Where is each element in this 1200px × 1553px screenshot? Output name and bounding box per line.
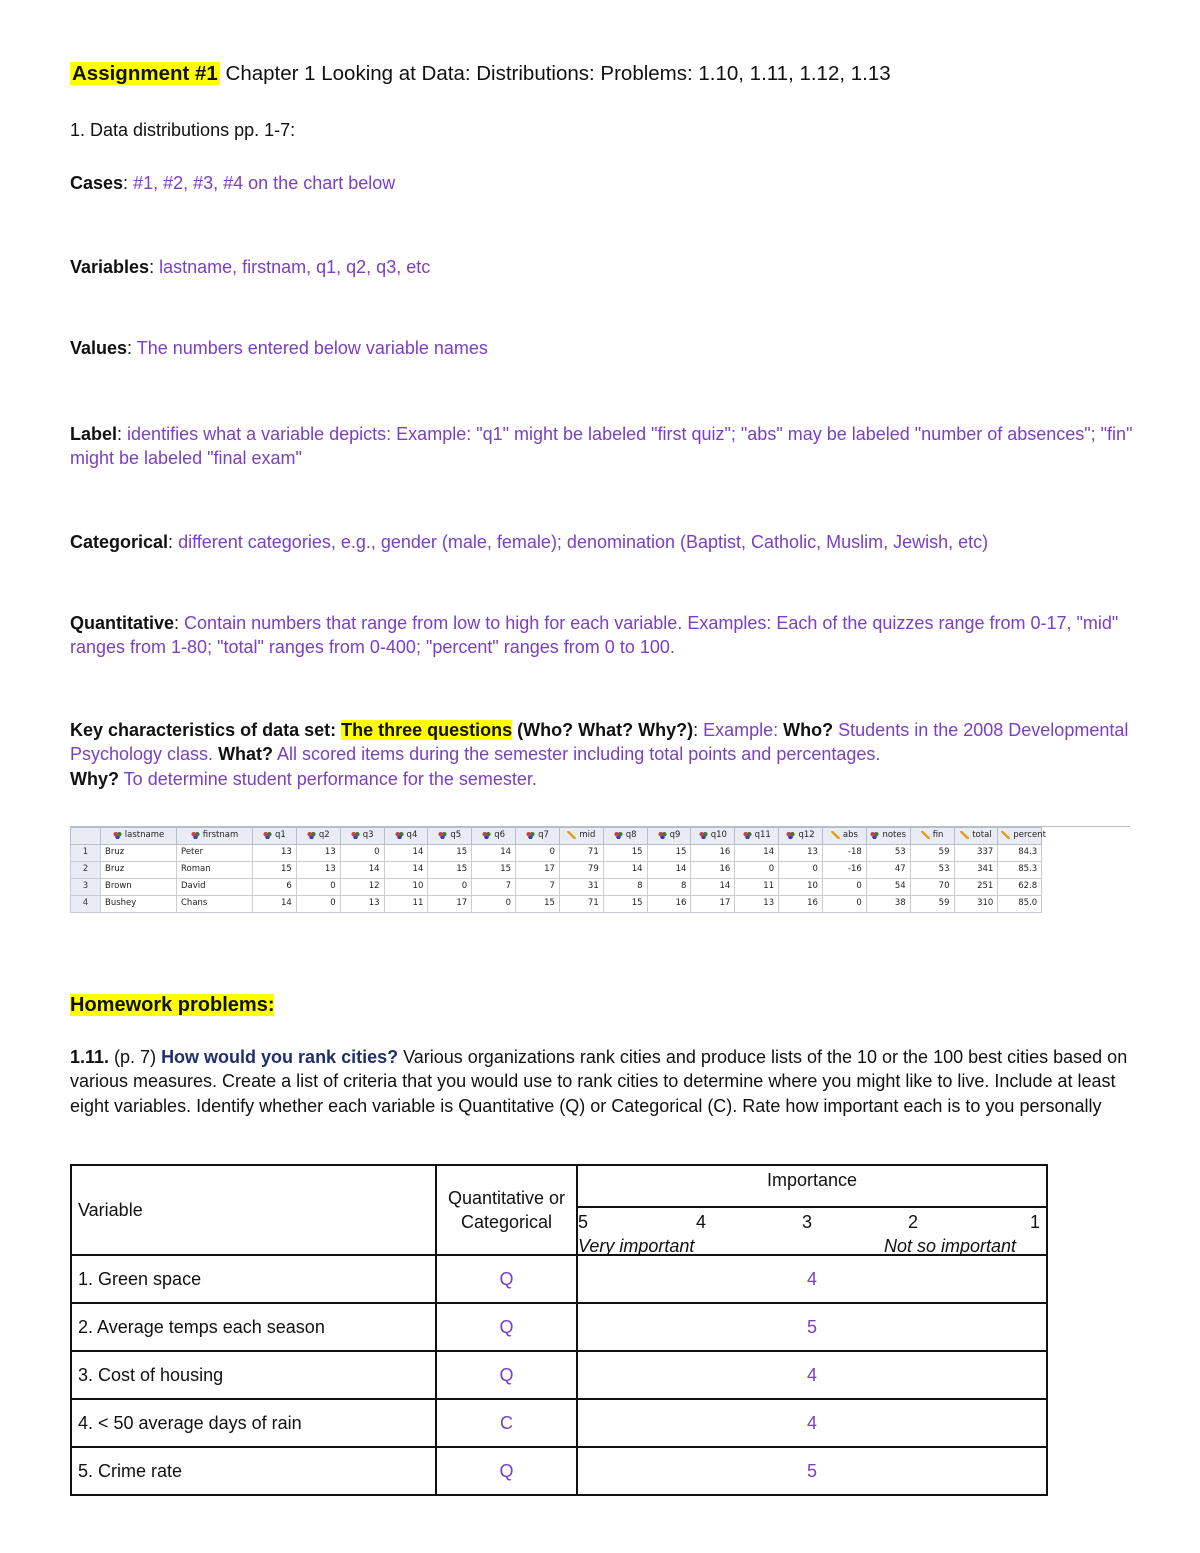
nominal-variable-icon <box>786 831 795 839</box>
section-heading: 1. Data distributions pp. 1-7: <box>70 120 296 140</box>
spss-column-label: q3 <box>362 830 374 841</box>
nominal-variable-icon <box>307 831 316 839</box>
spss-row-number[interactable]: 3 <box>71 879 101 896</box>
spss-cell[interactable]: Roman <box>177 862 253 879</box>
spss-corner-cell <box>71 828 101 845</box>
rating-cell: 5 <box>577 1303 1047 1351</box>
problem-page: (p. 7) <box>109 1047 162 1067</box>
ruler-icon <box>1001 831 1010 839</box>
spss-column-label: q4 <box>406 830 418 841</box>
definition-label <box>70 422 1145 471</box>
spss-cell[interactable]: 7 <box>472 879 516 896</box>
definition-values <box>70 336 1145 360</box>
table-row <box>71 1303 1047 1351</box>
spss-cell[interactable]: 15 <box>647 845 691 862</box>
spss-cell[interactable]: 11 <box>384 896 428 913</box>
spss-cell[interactable]: 337 <box>954 845 998 862</box>
spss-data-view-screenshot <box>70 820 1130 914</box>
variable-cell: 1. Green space <box>71 1255 436 1303</box>
spss-cell[interactable]: 17 <box>691 896 735 913</box>
spss-column-header[interactable] <box>691 828 735 845</box>
spss-column-label: fin <box>932 830 944 841</box>
definition-variables <box>70 255 1145 279</box>
spss-topbar <box>70 820 1130 827</box>
spss-column-header[interactable] <box>910 828 954 845</box>
variable-cell: 3. Cost of housing <box>71 1351 436 1399</box>
key-lead: Key characteristics of data set: <box>70 720 342 740</box>
spss-header-row <box>71 828 1130 845</box>
spss-cell[interactable]: 47 <box>866 862 910 879</box>
spss-column-header[interactable] <box>253 828 297 845</box>
scale-4: 4 <box>696 1212 707 1232</box>
spss-column-header[interactable] <box>822 828 866 845</box>
spss-data-table <box>70 827 1130 913</box>
scale-high-label: Very important <box>578 1236 695 1256</box>
key-paren: (Who? What? Why?) <box>512 720 694 740</box>
type-cell: Q <box>436 1255 577 1303</box>
spss-cell[interactable]: 0 <box>296 879 340 896</box>
scale-5: 5 <box>578 1212 589 1232</box>
spss-cell[interactable]: 16 <box>691 845 735 862</box>
definition-text: The numbers entered below variable names <box>136 338 488 358</box>
spss-cell[interactable]: 71 <box>559 896 603 913</box>
spss-cell[interactable]: 13 <box>779 845 823 862</box>
spss-column-label: abs <box>842 830 858 841</box>
spss-cell[interactable]: 13 <box>735 896 779 913</box>
nominal-variable-icon <box>191 831 200 839</box>
spss-cell[interactable]: 251 <box>954 879 998 896</box>
variable-cell: 4. < 50 average days of rain <box>71 1399 436 1447</box>
nominal-variable-icon <box>482 831 491 839</box>
spss-row <box>71 845 1130 862</box>
scale-3: 3 <box>802 1212 813 1232</box>
spss-column-label: q1 <box>275 830 286 841</box>
spss-cell[interactable]: 14 <box>253 896 297 913</box>
spss-column-header[interactable] <box>177 828 253 845</box>
spss-cell[interactable]: 14 <box>472 845 516 862</box>
spss-column-header[interactable] <box>603 828 647 845</box>
spss-cell[interactable]: 14 <box>603 862 647 879</box>
key-what-text: All scored items during the semester including total points and percentages. <box>273 744 881 765</box>
spss-cell[interactable]: 0 <box>296 896 340 913</box>
spss-cell[interactable]: 0 <box>428 879 472 896</box>
spss-cell[interactable]: 17 <box>516 862 560 879</box>
spss-column-header[interactable] <box>296 828 340 845</box>
spss-cell[interactable]: -16 <box>822 862 866 879</box>
spss-cell[interactable]: 31 <box>559 879 603 896</box>
spss-cell[interactable]: 16 <box>691 862 735 879</box>
spss-column-label: q9 <box>669 830 681 841</box>
spss-cell[interactable]: 11 <box>735 879 779 896</box>
ruler-icon <box>921 831 930 839</box>
spss-column-header[interactable] <box>866 828 910 845</box>
nominal-variable-icon <box>438 831 447 839</box>
key-who-label: Who? <box>783 720 834 740</box>
spss-cell[interactable]: 16 <box>779 896 823 913</box>
assignment-title <box>70 60 1145 88</box>
spss-cell[interactable]: 38 <box>866 896 910 913</box>
key-highlight: The three questions <box>341 720 513 740</box>
nominal-variable-icon <box>658 831 667 839</box>
spss-column-label: q5 <box>450 830 462 841</box>
definition-sep: : <box>127 338 137 358</box>
spss-cell[interactable]: 59 <box>910 896 954 913</box>
spss-cell[interactable]: 10 <box>384 879 428 896</box>
definition-text: Contain numbers that range from low to high for each variable. Examples: Each of the quizzes range from 0-17, "mid" ranges from 1-80; "total" ranges from 0-400; "percent" ranges from 0 to 100. <box>70 613 1119 658</box>
spss-column-label: lastname <box>124 830 165 841</box>
spss-cell[interactable]: 14 <box>384 845 428 862</box>
spss-cell[interactable]: Bruz <box>101 862 177 879</box>
problem-number: 1.11. <box>70 1047 110 1067</box>
nominal-variable-icon <box>699 831 708 839</box>
spss-column-header[interactable] <box>559 828 603 845</box>
spss-cell[interactable]: 79 <box>559 862 603 879</box>
spss-column-header[interactable] <box>472 828 516 845</box>
spss-cell[interactable]: 14 <box>384 862 428 879</box>
spss-column-label: q11 <box>754 830 771 841</box>
homework-heading-text: Homework problems: <box>70 994 275 1016</box>
spss-column-label: q2 <box>318 830 330 841</box>
key-why-label: Why? <box>70 768 119 789</box>
spss-cell[interactable]: 15 <box>428 862 472 879</box>
spss-column-header[interactable] <box>998 828 1046 845</box>
table-row <box>71 1447 1047 1495</box>
nominal-variable-icon <box>263 831 272 839</box>
ruler-icon <box>960 831 969 839</box>
nominal-variable-icon <box>113 831 122 839</box>
title-rest: Chapter 1 Looking at Data: Distributions: Problems: 1.10, 1.11, 1.12, 1.13 <box>219 62 891 85</box>
key-what-label: What? <box>218 744 274 765</box>
spss-cell[interactable]: 15 <box>253 862 297 879</box>
table-row <box>71 1399 1047 1447</box>
key-characteristics <box>70 718 1145 791</box>
key-who-text: Students in the 2008 Developmental Psychology class. <box>70 720 1129 765</box>
definition-sep: : <box>168 532 179 552</box>
spss-row <box>71 862 1130 879</box>
type-cell: Q <box>436 1351 577 1399</box>
scale-2: 2 <box>908 1212 919 1232</box>
spss-cell[interactable]: 15 <box>516 896 560 913</box>
nominal-variable-icon <box>870 831 879 839</box>
spss-column-label: q8 <box>625 830 637 841</box>
importance-scale-cell <box>577 1207 1047 1255</box>
scale-1: 1 <box>1030 1212 1041 1232</box>
rating-cell: 4 <box>577 1351 1047 1399</box>
definition-sep: : <box>149 257 160 277</box>
variable-cell: 2. Average temps each season <box>71 1303 436 1351</box>
definition-categorical <box>70 530 1145 554</box>
title-highlight: Assignment #1 <box>72 62 218 85</box>
spss-cell[interactable]: 15 <box>603 845 647 862</box>
definition-sep: : <box>123 173 134 193</box>
spss-column-header[interactable] <box>516 828 560 845</box>
spss-cell[interactable]: 0 <box>735 862 779 879</box>
spss-column-header[interactable] <box>647 828 691 845</box>
nominal-variable-icon <box>395 831 404 839</box>
nominal-variable-icon <box>351 831 360 839</box>
table-row <box>71 1351 1047 1399</box>
header-variable: Variable <box>71 1165 436 1255</box>
spss-cell[interactable]: 0 <box>822 879 866 896</box>
definition-text: lastname, firstnam, q1, q2, q3, etc <box>159 257 431 277</box>
spss-cell[interactable]: 0 <box>822 896 866 913</box>
spss-cell[interactable]: 6 <box>253 879 297 896</box>
table-row <box>71 1255 1047 1303</box>
spss-column-label: percent <box>1013 830 1046 841</box>
spss-cell[interactable]: 14 <box>340 862 384 879</box>
header-type: Quantitative or Categorical <box>436 1165 577 1255</box>
definition-cases <box>70 171 1145 195</box>
spss-cell[interactable]: 53 <box>866 845 910 862</box>
spss-cell[interactable]: 13 <box>296 862 340 879</box>
spss-cell[interactable]: 14 <box>735 845 779 862</box>
spss-cell[interactable]: 13 <box>296 845 340 862</box>
spss-cell[interactable]: 15 <box>428 845 472 862</box>
spss-cell[interactable]: 0 <box>779 862 823 879</box>
spss-cell[interactable]: David <box>177 879 253 896</box>
spss-cell[interactable]: 0 <box>516 845 560 862</box>
key-why-text: To determine student performance for the semester. <box>119 768 537 789</box>
spss-cell[interactable]: 84.3 <box>998 845 1042 862</box>
definition-text: #1, #2, #3, #4 on the chart below <box>133 173 396 193</box>
spss-column-label: q12 <box>798 830 815 841</box>
definition-term: Label <box>70 424 118 444</box>
spss-row-number[interactable]: 1 <box>71 845 101 862</box>
definition-term: Values <box>70 338 128 358</box>
spss-column-label: q6 <box>494 830 506 841</box>
spss-column-label: notes <box>882 830 907 841</box>
definition-text: different categories, e.g., gender (male, female); denomination (Baptist, Catholic, Muslim, Jewish, etc) <box>178 532 989 552</box>
spss-body <box>71 845 1130 913</box>
spss-column-header[interactable] <box>954 828 998 845</box>
spss-column-header[interactable] <box>101 828 177 845</box>
definition-sep: : <box>117 424 128 444</box>
spss-column-label: mid <box>579 830 596 841</box>
ruler-icon <box>831 831 840 839</box>
spss-cell[interactable]: 54 <box>866 879 910 896</box>
nominal-variable-icon <box>526 831 535 839</box>
rating-cell: 5 <box>577 1447 1047 1495</box>
definition-term: Cases <box>70 173 124 193</box>
homework-problem <box>70 1045 1145 1118</box>
definition-text: identifies what a variable depicts: Example: "q1" might be labeled "first quiz"; "abs" may be labeled "number of absences"; "fin" might be labeled "final exam" <box>70 424 1133 469</box>
spss-cell[interactable]: 53 <box>910 862 954 879</box>
spss-row-number[interactable]: 2 <box>71 862 101 879</box>
spss-cell[interactable]: 14 <box>647 862 691 879</box>
spss-cell[interactable]: Bruz <box>101 845 177 862</box>
spss-cell[interactable]: 15 <box>472 862 516 879</box>
problem-text: Various organizations rank cities and produce lists of the 10 or the 100 best cities based on various measures. Create a list of criteria that you would use to rank cities to determine where you might like to live. Include at least eight variables. Identify whether each variable is Quantitative (Q) or Categorical (C). Rate how important each is to you personally <box>70 1047 1128 1116</box>
definition-term: Quantitative <box>70 613 175 633</box>
spss-cell[interactable]: 17 <box>428 896 472 913</box>
spss-row <box>71 896 1130 913</box>
nominal-variable-icon <box>614 831 623 839</box>
spss-cell[interactable]: 59 <box>910 845 954 862</box>
homework-heading <box>70 992 1145 1019</box>
spss-cell[interactable]: 70 <box>910 879 954 896</box>
spss-cell[interactable]: 16 <box>647 896 691 913</box>
spss-cell[interactable]: 13 <box>340 896 384 913</box>
spss-cell[interactable]: 71 <box>559 845 603 862</box>
definition-quantitative <box>70 611 1145 660</box>
scale-low-label: Not so important <box>884 1236 1017 1256</box>
spss-column-header[interactable] <box>384 828 428 845</box>
spss-cell[interactable]: 85.3 <box>998 862 1042 879</box>
spss-cell[interactable]: 14 <box>691 879 735 896</box>
spss-column-header[interactable] <box>340 828 384 845</box>
spss-cell[interactable]: 8 <box>647 879 691 896</box>
ruler-icon <box>567 831 576 839</box>
spss-cell[interactable]: 8 <box>603 879 647 896</box>
spss-cell[interactable]: Bushey <box>101 896 177 913</box>
rating-cell: 4 <box>577 1255 1047 1303</box>
type-cell: C <box>436 1399 577 1447</box>
spss-cell[interactable]: 310 <box>954 896 998 913</box>
spss-column-header[interactable] <box>779 828 823 845</box>
type-cell: Q <box>436 1447 577 1495</box>
nominal-variable-icon <box>743 831 752 839</box>
spss-row <box>71 879 1130 896</box>
spss-row-number[interactable]: 4 <box>71 896 101 913</box>
key-colon: : <box>693 720 704 740</box>
definition-term: Variables <box>70 257 150 277</box>
importance-scale <box>578 1208 1046 1254</box>
problem-question: How would you rank cities? <box>161 1047 399 1067</box>
spss-cell[interactable]: Brown <box>101 879 177 896</box>
spss-cell[interactable]: -18 <box>822 845 866 862</box>
spss-cell[interactable]: Peter <box>177 845 253 862</box>
spss-cell[interactable]: Chans <box>177 896 253 913</box>
importance-table <box>70 1164 1048 1496</box>
spss-cell[interactable]: 62.8 <box>998 879 1042 896</box>
rating-cell: 4 <box>577 1399 1047 1447</box>
spss-cell[interactable]: 0 <box>472 896 516 913</box>
spss-cell[interactable]: 7 <box>516 879 560 896</box>
spss-cell[interactable]: 0 <box>340 845 384 862</box>
definition-term: Categorical <box>70 532 169 552</box>
spss-column-label: total <box>972 830 992 841</box>
spss-column-header[interactable] <box>735 828 779 845</box>
key-example: Example: <box>703 720 784 740</box>
spss-cell[interactable]: 10 <box>779 879 823 896</box>
spss-column-header[interactable] <box>428 828 472 845</box>
spss-column-label: q7 <box>538 830 549 841</box>
type-cell: Q <box>436 1303 577 1351</box>
spss-cell[interactable]: 85.0 <box>998 896 1042 913</box>
header-importance: Importance <box>577 1165 1047 1207</box>
variable-cell: 5. Crime rate <box>71 1447 436 1495</box>
definition-sep: : <box>174 613 185 633</box>
spss-column-label: firstnam <box>202 830 239 841</box>
spss-cell[interactable]: 15 <box>603 896 647 913</box>
spss-cell[interactable]: 341 <box>954 862 998 879</box>
spss-cell[interactable]: 13 <box>253 845 297 862</box>
spss-cell[interactable]: 12 <box>340 879 384 896</box>
spss-column-label: q10 <box>710 830 727 841</box>
